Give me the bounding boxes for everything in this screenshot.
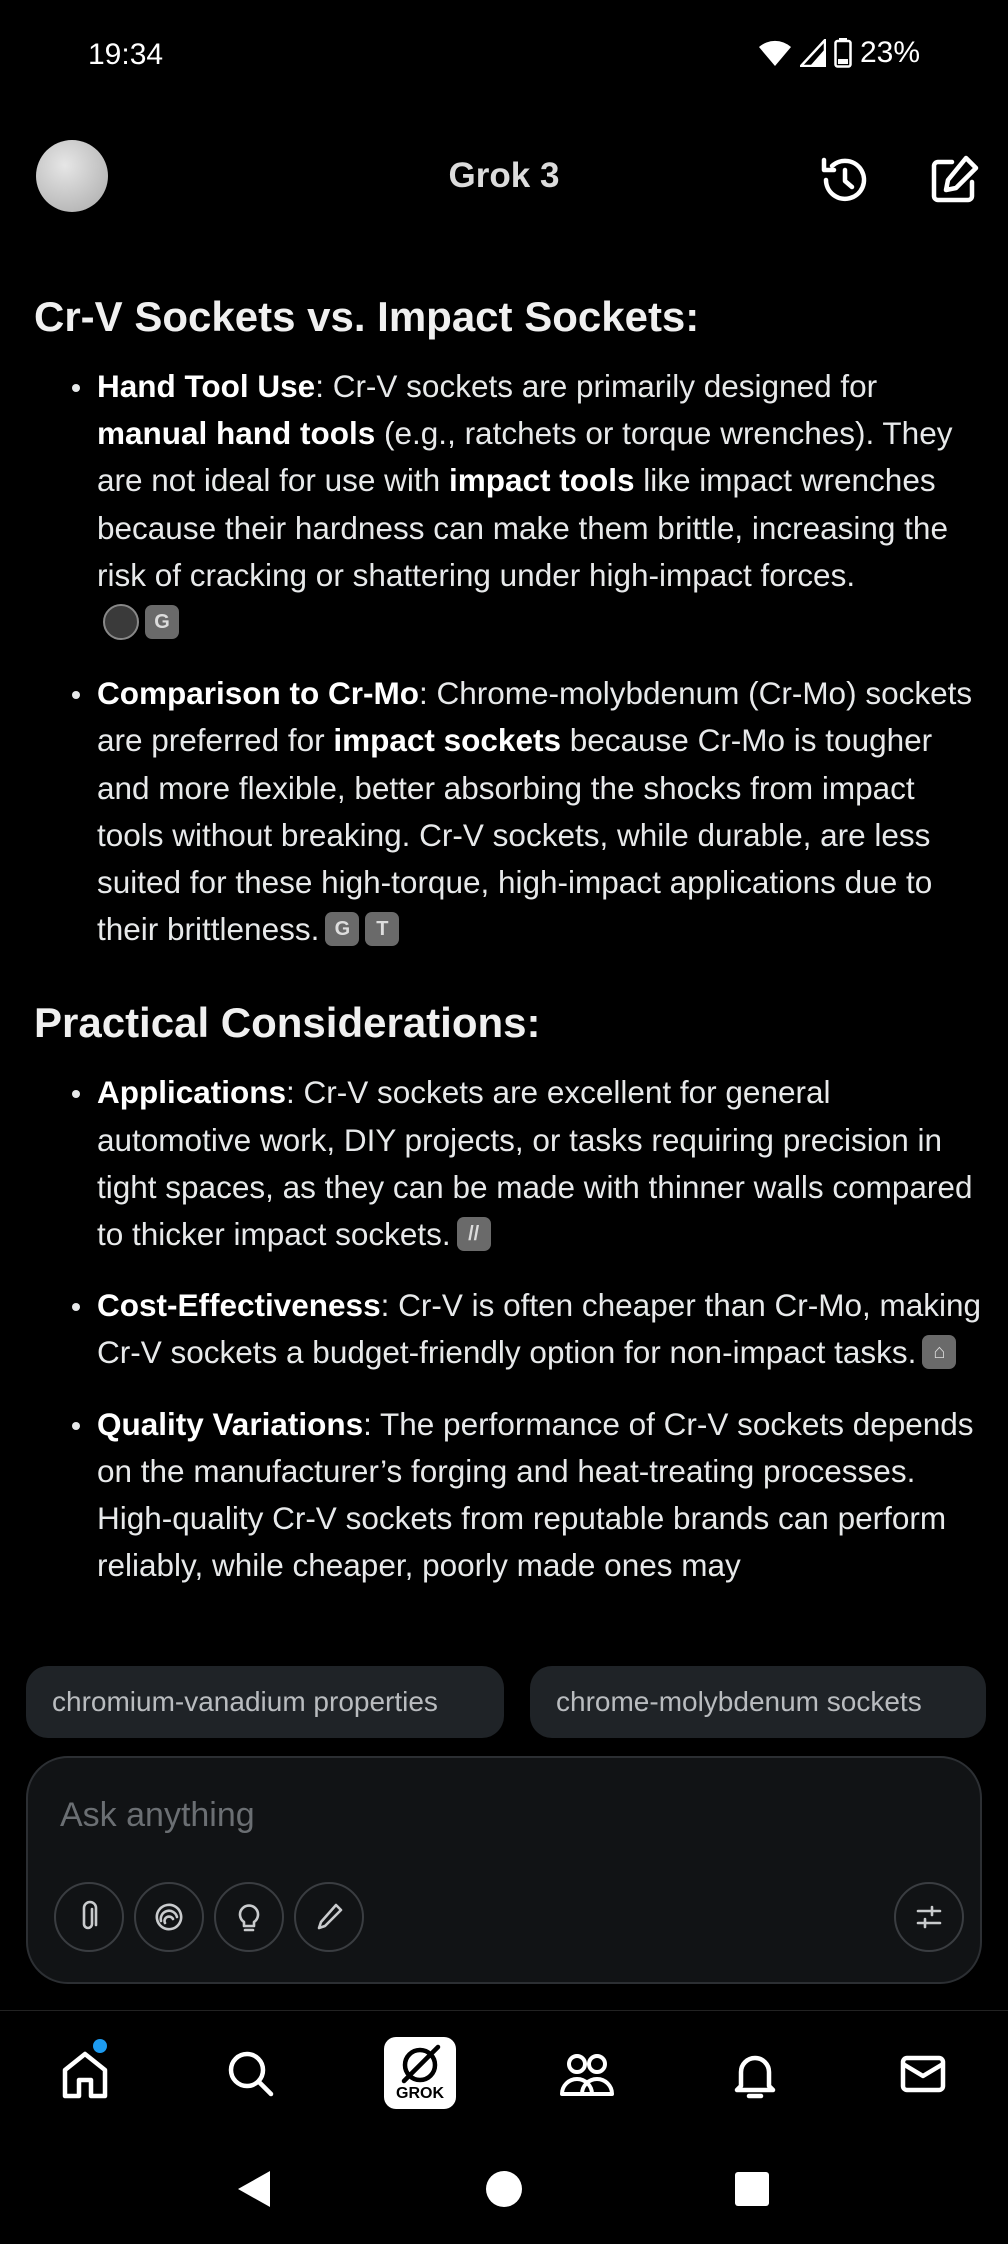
communities-icon	[557, 2046, 617, 2102]
settings-sliders-icon	[912, 1900, 946, 1934]
status-icons	[758, 36, 920, 70]
citation-icon[interactable]: T	[365, 912, 399, 946]
bell-icon	[727, 2046, 783, 2102]
battery-icon	[834, 38, 852, 68]
battery-percent: 23%	[859, 36, 920, 69]
list-item: Cost-Effectiveness: Cr-V is often cheaper than Cr-Mo, making Cr-V sockets a budget-friendly option for non-impact tasks. ⌂	[34, 1282, 984, 1376]
home-icon	[57, 2046, 113, 2102]
back-icon[interactable]	[234, 2168, 274, 2210]
search-icon	[223, 2046, 279, 2102]
status-bar	[0, 0, 1008, 112]
wifi-icon	[758, 39, 792, 67]
notification-dot	[93, 2039, 107, 2053]
suggestion-chip[interactable]: chromium-vanadium properties	[26, 1666, 504, 1738]
attach-button[interactable]	[54, 1882, 124, 1952]
grok-icon	[384, 2039, 456, 2091]
status-time: 19:34	[88, 38, 164, 71]
deepsearch-button[interactable]	[134, 1882, 204, 1952]
suggestion-chips	[26, 1666, 986, 1738]
list-item: Quality Variations: The performance of Cr-V sockets depends on the manufacturer’s forging and heat-treating processes. High-quality Cr-V sockets from reputable brands can perform reliably, while cheaper, poorly made ones may	[34, 1401, 984, 1590]
list-item: Applications: Cr-V sockets are excellent for general automotive work, DIY projects, or tasks requiring precision in tight spaces, as they can be made with thinner walls compared to thicker impact sockets. //	[34, 1069, 984, 1258]
citation-icon[interactable]: //	[457, 1217, 491, 1251]
draw-button[interactable]	[294, 1882, 364, 1952]
home-circle-icon[interactable]	[485, 2170, 523, 2208]
page-title: Grok 3	[448, 156, 560, 195]
deepsearch-icon	[151, 1899, 187, 1935]
item-title: Hand Tool Use	[97, 368, 316, 404]
new-chat-button[interactable]	[922, 148, 986, 212]
item-title: Quality Variations	[97, 1405, 364, 1442]
ask-input[interactable]	[58, 1784, 942, 1846]
list-item: Hand Tool Use: Cr-V sockets are primarily designed for manual hand tools (e.g., ratchets or torque wrenches). They are not ideal for use with impact tools like impact wrenches because their hardness can make them brittle, increasing the risk of cracking or shattering under high-impact forces. G	[34, 363, 984, 646]
citation-icon[interactable]: G	[325, 912, 359, 946]
attach-icon	[72, 1900, 106, 1934]
list-item: Comparison to Cr-Mo: Chrome-molybdenum (Cr-Mo) sockets are preferred for impact sockets because Cr-Mo is tougher and more flexible, better absorbing the shocks from impact tools without breaking. Cr-V sockets, while durable, are less suited for these high-torque, high-impact applications due to their brittleness. G T	[34, 670, 984, 953]
think-icon	[232, 1900, 266, 1934]
draw-icon	[312, 1900, 346, 1934]
nav-grok[interactable]	[384, 2037, 456, 2109]
chat-response	[34, 285, 984, 1675]
nav-search[interactable]	[216, 2039, 286, 2109]
header	[0, 112, 1008, 242]
grok-label: GROK	[396, 2085, 444, 2102]
section-heading: Cr-V Sockets vs. Impact Sockets:	[34, 293, 700, 340]
citation-icon[interactable]: G	[145, 605, 179, 639]
nav-communities[interactable]	[552, 2039, 622, 2109]
system-nav	[0, 2140, 1008, 2244]
bullet-list	[34, 363, 984, 953]
bullet-list	[34, 1069, 984, 1589]
suggestion-chip[interactable]: chrome-molybdenum sockets	[530, 1666, 986, 1738]
compose-icon	[922, 148, 986, 212]
nav-notifications[interactable]	[720, 2039, 790, 2109]
history-button[interactable]	[812, 148, 876, 212]
think-button[interactable]	[214, 1882, 284, 1952]
history-icon	[812, 148, 876, 212]
item-title: Comparison to Cr-Mo	[97, 675, 419, 712]
citation-icon[interactable]: ⌂	[922, 1335, 956, 1369]
settings-button[interactable]	[894, 1882, 964, 1952]
item-title: Applications	[97, 1074, 287, 1111]
section-heading: Practical Considerations:	[34, 999, 541, 1047]
bottom-nav	[0, 2010, 1008, 2141]
item-title: Cost-Effectiveness	[97, 1287, 381, 1324]
citation-icon[interactable]	[103, 604, 139, 640]
signal-icon	[800, 39, 826, 67]
composer	[26, 1756, 982, 1984]
nav-home[interactable]	[50, 2039, 120, 2109]
recents-icon[interactable]	[734, 2171, 770, 2207]
nav-messages[interactable]	[888, 2039, 958, 2109]
mail-icon	[895, 2046, 951, 2102]
